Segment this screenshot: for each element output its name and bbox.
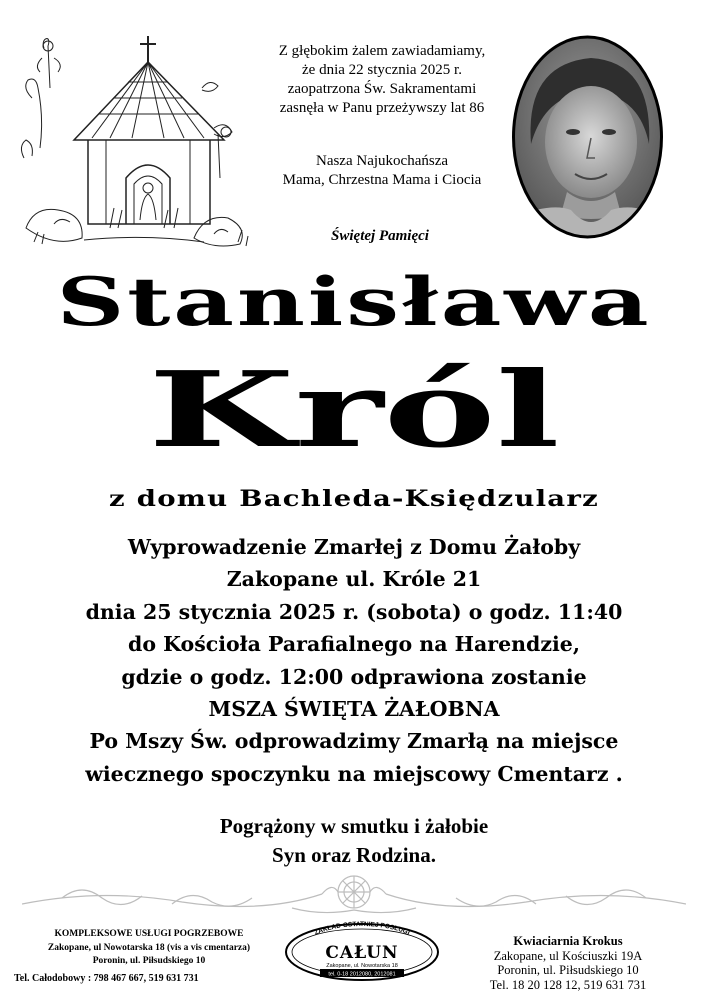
- relation-line: Nasza Najukochańsza: [315, 153, 449, 169]
- announcement-line: Z głębokim żalem zawiadamiamy,: [278, 43, 486, 59]
- logo-phone: tel. 0-18 2012080, 2012081: [328, 971, 396, 978]
- funeral-line: MSZA ŚWIĘTA ŻAŁOBNA: [208, 697, 500, 722]
- ornamental-divider: [22, 868, 686, 918]
- portrait-photo: [511, 34, 664, 240]
- funeral-line: wiecznego spoczynku na miejscowy Cmentarz .: [85, 761, 623, 786]
- relation-line: Mama, Chrzestna Mama i Ciocia: [282, 172, 482, 188]
- in-memoriam-label: Świętej Pamięci: [331, 228, 429, 244]
- mourners-line: Syn oraz Rodzina.: [272, 843, 436, 867]
- funeral-home-address: Poronin, ul. Piłsudskiego 10: [92, 956, 206, 966]
- announcement-line: zaopatrzona Św. Sakramentami: [287, 81, 477, 97]
- last-name: Król: [148, 348, 560, 471]
- family-relation: [246, 152, 518, 190]
- mourners: [0, 812, 708, 870]
- funeral-line: dnia 25 stycznia 2025 r. (sobota) o godz. 11:40: [85, 599, 623, 624]
- funeral-home-phone: Tel. Całodobowy : 798 467 667, 519 631 731: [14, 972, 199, 984]
- announcement-line: że dnia 22 stycznia 2025 r.: [302, 62, 462, 78]
- florist-phone: Tel. 18 20 128 12, 519 631 731: [489, 977, 647, 992]
- funeral-line: gdzie o godz. 12:00 odprawiona zostanie: [121, 664, 587, 689]
- funeral-line: Wyprowadzenie Zmarłej z Domu Żałoby: [127, 535, 581, 559]
- funeral-line: Zakopane ul. Króle 21: [226, 567, 482, 592]
- florist-info: [446, 934, 690, 992]
- maiden-name: z domu Bachleda-Księdzularz: [109, 486, 599, 512]
- funeral-home-address: Zakopane, ul Nowotarska 18 (vis a vis cmentarza): [47, 942, 251, 953]
- funeral-home-title: KOMPLEKSOWE USŁUGI POGRZEBOWE: [54, 929, 244, 939]
- mourners-line: Pogrążony w smutku i żałobie: [219, 814, 489, 838]
- logo-name: CAŁUN: [325, 943, 399, 963]
- funeral-details: [0, 531, 708, 790]
- death-announcement: [246, 42, 518, 118]
- chapel-illustration: [14, 28, 250, 250]
- logo-arc-text: ZAKŁAD OSTATNIEJ POSŁUGI: [313, 920, 411, 937]
- florist-name: Kwiaciarnia Krokus: [513, 934, 623, 948]
- logo-address: Zakopane, ul. Nowotarska 18: [326, 963, 398, 969]
- funeral-line: do Kościoła Parafialnego na Harendzie,: [128, 632, 580, 657]
- calun-logo: [282, 918, 442, 982]
- announcement-line: zasnęła w Panu przeżywszy lat 86: [279, 100, 485, 116]
- funeral-line: Po Mszy Św. odprowadzimy Zmarłą na miejsce: [89, 729, 619, 754]
- florist-address: Poronin, ul. Piłsudskiego 10: [497, 963, 639, 977]
- first-name: Stanisława: [56, 263, 652, 341]
- funeral-home-info: [14, 928, 284, 985]
- florist-address: Zakopane, ul Kościuszki 19A: [493, 948, 643, 963]
